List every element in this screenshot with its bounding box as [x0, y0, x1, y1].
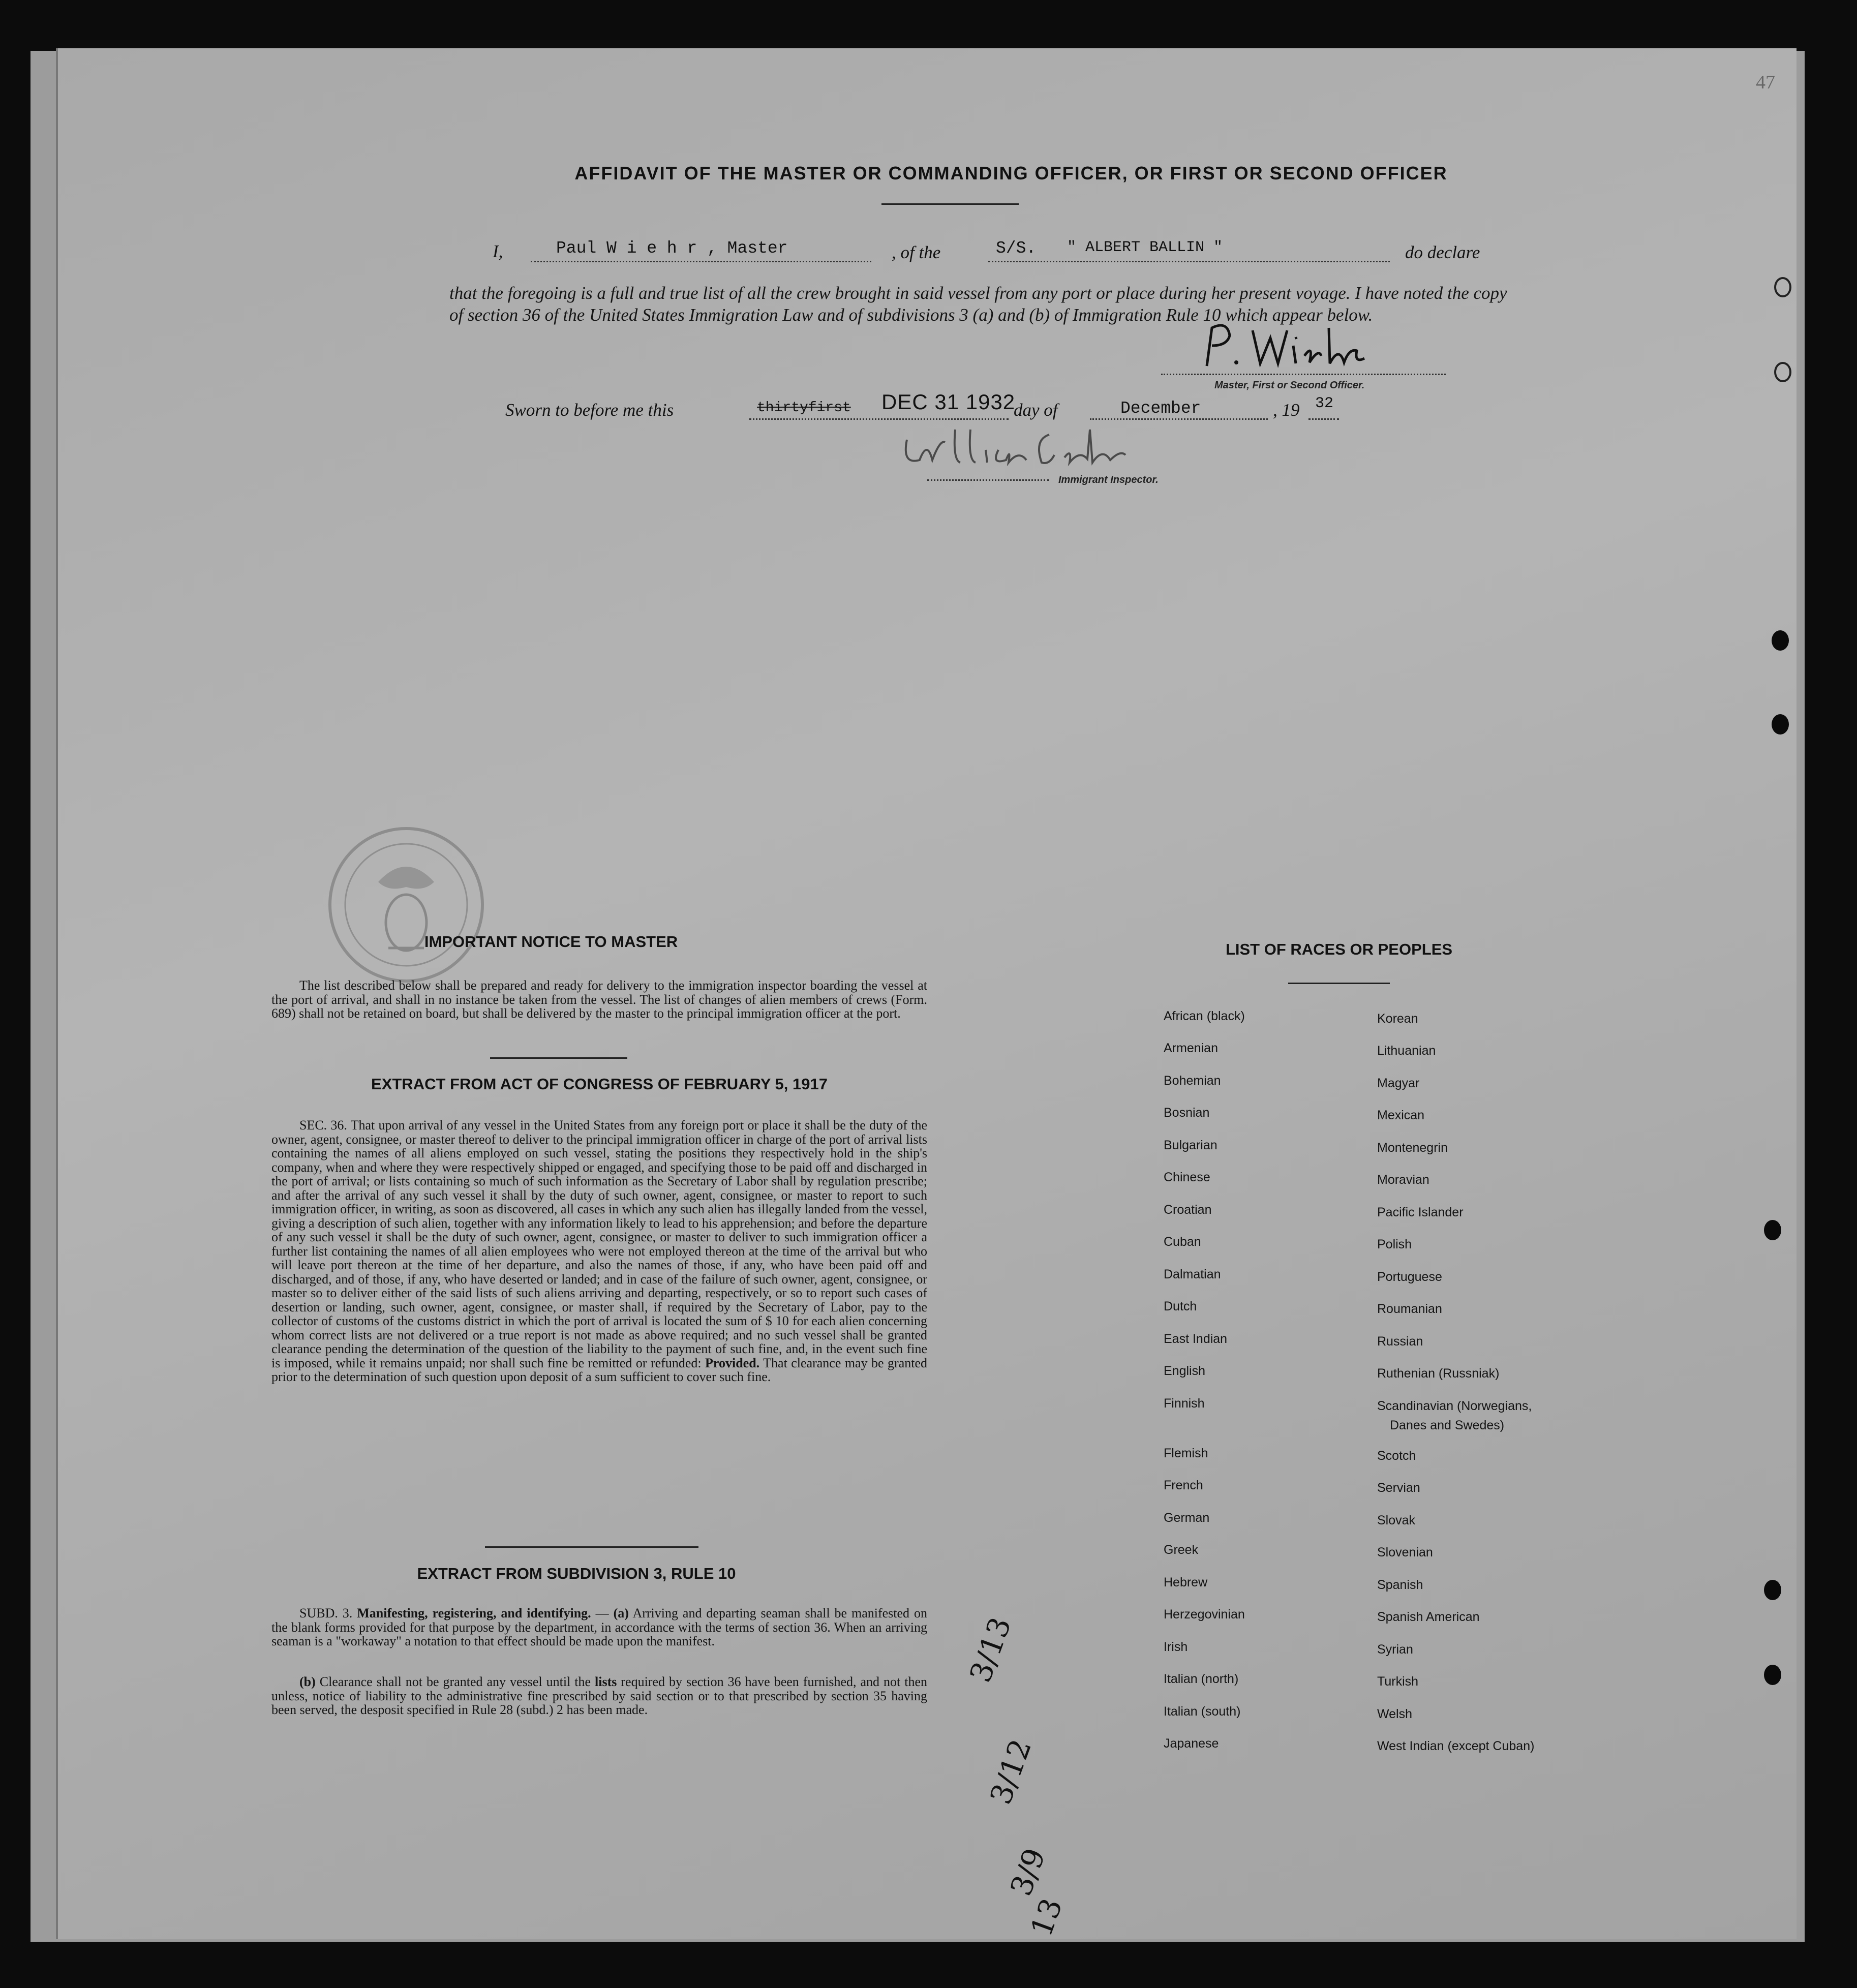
day-of-text: day of — [1014, 400, 1058, 420]
race-item: Pacific Islander — [1377, 1205, 1464, 1219]
a-label: (a) — [613, 1606, 629, 1620]
date-stamp: DEC 31 1932 — [881, 390, 1016, 414]
year-suffix: 32 — [1315, 395, 1334, 412]
race-item: Welsh — [1377, 1707, 1413, 1721]
race-item: Japanese — [1164, 1736, 1219, 1751]
race-item: Greek — [1164, 1543, 1199, 1557]
race-item: Bosnian — [1164, 1106, 1210, 1120]
b-lists: lists — [595, 1674, 617, 1689]
race-item: Spanish American — [1377, 1610, 1480, 1624]
binder-hole-icon — [1772, 714, 1789, 735]
margin-note: 3/9 — [1003, 1844, 1052, 1901]
title-rule — [881, 203, 1019, 205]
sworn-text: Sworn to before me this — [505, 400, 674, 420]
race-item: Cuban — [1164, 1235, 1201, 1249]
binder-hole-icon — [1764, 1665, 1781, 1685]
binder-hole-icon — [1774, 362, 1791, 382]
do-declare-text: do declare — [1405, 242, 1480, 262]
race-item: Danes and Swedes) — [1390, 1418, 1505, 1432]
race-item: Scandinavian (Norwegians, — [1377, 1399, 1532, 1413]
b-text-2: required by section 36 have been furnished, and not then unless, notice of liability to the administrative fine prescribed by said section or to that prescribed by section 35 having been served, the desposit specified in Rule 28 (subd.) 2 has been made. — [271, 1674, 927, 1717]
master-name-line — [531, 261, 871, 262]
race-item: West Indian (except Cuban) — [1377, 1739, 1535, 1753]
race-item: Herzegovinian — [1164, 1607, 1245, 1622]
race-item: Slovenian — [1377, 1545, 1433, 1559]
ship-name-line — [988, 261, 1390, 262]
race-item: Finnish — [1164, 1396, 1205, 1411]
subd-label: SUBD. 3. — [299, 1606, 353, 1620]
affidavit-declaration: that the foregoing is a full and true list of all the crew brought in said vessel from any port or place during her present voyage. I have noted the copy of section 36 of the United States Immigration Law and of subdivisions 3 (a) and (b) of Immigration Rule 10 which appear below. — [449, 283, 1507, 325]
race-item: Ruthenian (Russniak) — [1377, 1366, 1500, 1381]
year-line — [1308, 418, 1339, 420]
master-signature-line — [1161, 374, 1446, 375]
margin-note: 13 — [1024, 1893, 1070, 1941]
races-rule — [1288, 983, 1390, 984]
race-item: Spanish — [1377, 1578, 1423, 1592]
ship-prefix: S/S. — [996, 239, 1037, 258]
race-item: Moravian — [1377, 1173, 1429, 1187]
day-written: thirtyfirst — [757, 400, 851, 416]
race-item: Armenian — [1164, 1041, 1218, 1055]
race-item: Italian (south) — [1164, 1704, 1241, 1719]
provided-label: Provided. — [705, 1355, 760, 1370]
race-item: Lithuanian — [1377, 1044, 1436, 1058]
binder-hole-icon — [1772, 630, 1789, 651]
race-item: Roumanian — [1377, 1302, 1442, 1316]
race-item: Servian — [1377, 1481, 1420, 1495]
page-number: 47 — [1756, 72, 1775, 93]
binder-hole-icon — [1764, 1220, 1781, 1240]
ship-name: " ALBERT BALLIN " — [1067, 239, 1223, 256]
extract-rule-b — [271, 1675, 927, 1717]
race-item: African (black) — [1164, 1009, 1245, 1023]
extract-act-title: EXTRACT FROM ACT OF CONGRESS OF FEBRUARY 5, 1917 — [371, 1075, 828, 1093]
margin-note: 3/12 — [983, 1734, 1039, 1809]
race-item: Chinese — [1164, 1170, 1210, 1184]
extract-act-body — [271, 1118, 927, 1384]
race-item: Bohemian — [1164, 1074, 1221, 1088]
race-item: Korean — [1377, 1012, 1418, 1026]
race-item: Dalmatian — [1164, 1267, 1221, 1281]
document-page — [56, 48, 1797, 1939]
extract-rule-title: EXTRACT FROM SUBDIVISION 3, RULE 10 — [417, 1565, 736, 1582]
inspector-signature-icon — [897, 419, 1181, 475]
race-item: Russian — [1377, 1334, 1423, 1349]
race-item: Flemish — [1164, 1446, 1208, 1460]
race-item: Croatian — [1164, 1203, 1212, 1217]
extract-rule-a: SUBD. 3. Manifesting, registering, and identifying. — (a) Arriving and departing seaman shall be manifested on the blank forms provided for that purpose by the department, in accordance with the terms of section 36. When an arriving seaman is a "workaway" a notation to that effect should be made upon the manifest. — [271, 1606, 927, 1648]
race-item: Bulgarian — [1164, 1138, 1217, 1152]
inspector-caption: Immigrant Inspector. — [1058, 474, 1159, 485]
extract-act-rule — [485, 1546, 698, 1548]
month-value: December — [1120, 399, 1201, 418]
race-item: Hebrew — [1164, 1575, 1208, 1589]
race-item: English — [1164, 1364, 1205, 1378]
race-item: Portuguese — [1377, 1270, 1442, 1284]
year-prefix: , 19 — [1273, 400, 1300, 420]
extract-act-text: SEC. 36. That upon arrival of any vessel in the United States from any foreign port or place it shall be the duty of the owner, agent, consignee, or master thereof to deliver to the principal immigration officer in charge of the port of arrival lists containing the names of all aliens employed on such vessel, stating the positions they respectively hold in the ship's company, when and where they were respectively shipped or engaged, and specifying those to be paid off and discharged in the port of arrival; or lists containing so much of such information as the Secretary of Labor shall by regulation prescribe; and after the arrival of any such vessel it shall by the duty of such owner, agent, consignee, or master to report to such immigration officer, in writing, as soon as discovered, all cases in which any such alien has illegally landed from the vessel, giving a description of such alien, together with any information likely to lead to his apprehension; and before the departure of any such vessel it shall be the duty of such owner, agent, consignee, or master to deliver to such immigration officer a further list containing the names of all alien employees who were not employed thereon at the time of the arrival but who will leave port thereon at the time of her departure, and also the names of those, if any, who have been paid off and discharged, and of those, if any, who have deserted or landed; and in case of the failure of such owner, agent, consignee, or master so to deliver either of the said lists of such aliens arriving and departing, respectively, or so to report such cases of desertion or landing, such owner, agent, consignee, or master shall, if required by the Secretary of Labor, pay to the collector of customs of the customs district in which the port of arrival is located the sum of $ 10 for each alien concerning whom correct lists are not delivered or a true report is not made as above required; and no such vessel shall be granted clearance pending the determination of the question of the liability to the payment of such fine, and, in the event such fine is imposed, while it remains unpaid; nor shall such fine be remitted or refunded: — [271, 1118, 927, 1370]
extract-act-text-end: That clearance may be granted prior to the determination of such question upon deposit of a sum sufficient to cover such fine. — [271, 1355, 928, 1384]
b-text-1: Clearance shall not be granted any vessel until the — [319, 1674, 591, 1689]
binder-hole-icon — [1764, 1580, 1781, 1600]
race-item: Italian (north) — [1164, 1672, 1239, 1686]
race-item: Dutch — [1164, 1299, 1197, 1313]
race-item: Turkish — [1377, 1674, 1419, 1689]
binder-hole-icon — [1774, 277, 1791, 297]
of-the-text: , of the — [892, 242, 941, 262]
race-item: Magyar — [1377, 1076, 1420, 1090]
race-item: Polish — [1377, 1237, 1412, 1251]
race-item: Montenegrin — [1377, 1141, 1448, 1155]
inspector-signature-line — [927, 479, 1049, 481]
race-item: Slovak — [1377, 1513, 1416, 1527]
affidavit-title: AFFIDAVIT OF THE MASTER OR COMMANDING OFFICER, OR FIRST OR SECOND OFFICER — [574, 163, 1448, 183]
notice-rule — [490, 1057, 627, 1059]
race-item: Scotch — [1377, 1449, 1416, 1463]
notice-body: The list described below shall be prepared and ready for delivery to the immigration inspector boarding the vessel at the port of arrival, and shall in no instance be taken from the vessel. The list of changes of alien members of crews (Form. 689) shall not be retained on board, but shall be delivered by the master to the principal immigration officer at the port. — [271, 978, 927, 1021]
race-item: East Indian — [1164, 1332, 1228, 1346]
master-signature-icon — [1197, 318, 1380, 374]
notice-title: IMPORTANT NOTICE TO MASTER — [424, 933, 678, 951]
margin-note: 3/13 — [963, 1612, 1018, 1687]
affidavit-i: I, — [493, 241, 503, 261]
a-text: Arriving and departing seaman shall be manifested on the blank forms provided for that purpose by the department, in accordance with the terms of section 36. When an arriving seaman is a "workaway" a notation to that effect should be made upon the manifest. — [271, 1606, 927, 1648]
master-signature-caption: Master, First or Second Officer. — [1214, 380, 1365, 391]
race-item: Syrian — [1377, 1642, 1413, 1657]
race-item: Mexican — [1377, 1108, 1425, 1122]
b-label: (b) — [299, 1674, 316, 1689]
race-item: French — [1164, 1478, 1203, 1492]
master-name: Paul W i e h r , Master — [556, 239, 788, 258]
embossed-seal-icon — [322, 821, 490, 989]
race-item: German — [1164, 1511, 1210, 1525]
subd-heading: Manifesting, registering, and identifying. — [357, 1606, 591, 1620]
race-item: Irish — [1164, 1640, 1188, 1654]
races-title: LIST OF RACES OR PEOPLES — [1225, 940, 1453, 958]
